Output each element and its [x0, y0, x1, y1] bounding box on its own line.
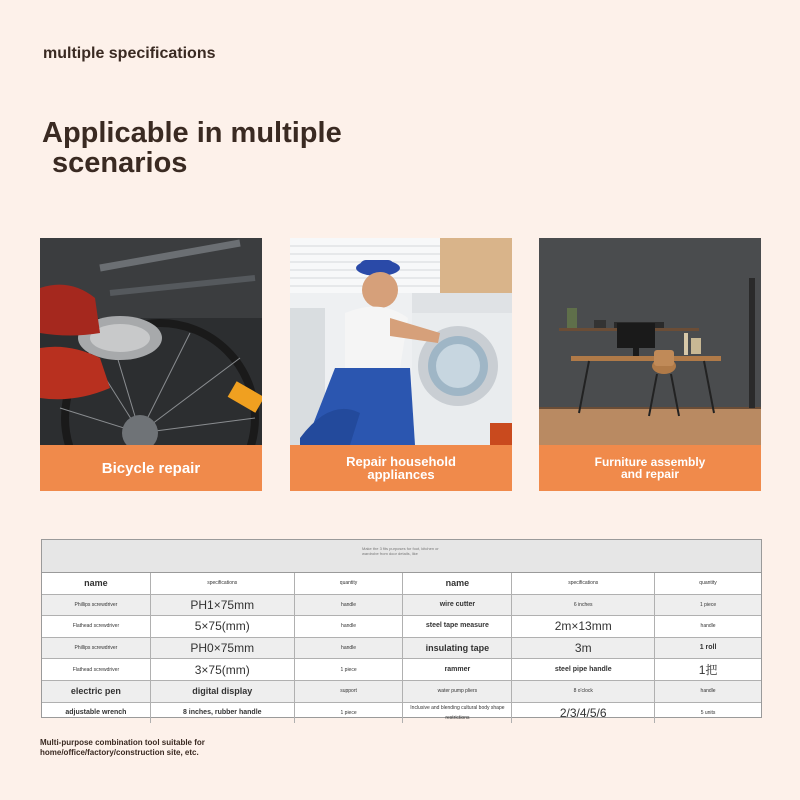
- bicycle-repair-photo: [40, 238, 262, 445]
- header-specifications: specifications: [512, 573, 655, 594]
- table-cell: 1把: [698, 662, 718, 677]
- table-cell: handle: [295, 595, 404, 616]
- table-row: [42, 703, 761, 724]
- table-cell: PH1×75mm: [151, 595, 295, 616]
- table-row: [42, 681, 761, 703]
- table-cell: electric pen: [42, 681, 151, 702]
- page-title: [42, 118, 342, 178]
- table-cell: 3m: [512, 638, 655, 659]
- appliance-repair-photo: [290, 238, 512, 445]
- table-cell: Phillips screwdriver: [42, 638, 151, 659]
- table-cell: 2m×13mm: [512, 616, 655, 637]
- table-cell: handle: [700, 623, 716, 630]
- table-cell: digital display: [151, 681, 295, 702]
- scenario-cards: [40, 238, 761, 491]
- table-cell: adjustable wrench: [42, 703, 151, 724]
- table-cell: 6 inches: [512, 595, 655, 616]
- table-cell: Inclusive and blending cultural body shape restrictions: [403, 703, 512, 724]
- table-cell: wire cutter: [403, 595, 512, 616]
- header-quantity: quantity: [699, 580, 717, 587]
- title-line-1: Applicable in multiple: [42, 117, 342, 149]
- table-cell: Phillips screwdriver: [42, 595, 151, 616]
- table-row: [42, 595, 761, 617]
- card-label-line-1: Repair household: [346, 454, 456, 469]
- furniture-assembly-photo: [539, 238, 761, 445]
- card-label-appliance-repair: [290, 445, 512, 491]
- table-cell: steel tape measure: [403, 616, 512, 637]
- card-label-line-2: and repair: [620, 467, 679, 481]
- table-cell: handle: [700, 688, 716, 695]
- card-label-bicycle-repair: Bicycle repair: [40, 445, 262, 491]
- card-bicycle-repair: [40, 238, 262, 491]
- footer-note: [40, 738, 205, 758]
- header-specifications: specifications: [151, 573, 295, 594]
- table-cell: handle: [295, 638, 404, 659]
- table-cell: Flathead screwdriver: [42, 659, 151, 680]
- table-cell: 5×75(mm): [151, 616, 295, 637]
- table-cell: 1 piece: [699, 601, 717, 608]
- table-cell: handle: [295, 616, 404, 637]
- table-cell: support: [295, 681, 404, 702]
- card-label-line-1: Furniture assembly: [594, 455, 706, 469]
- footer-line-1: Multi-purpose combination tool suitable for: [40, 738, 205, 747]
- table-cell: rammer: [403, 659, 512, 680]
- table-cell: steel pipe handle: [512, 659, 655, 680]
- subtitle: multiple specifications: [43, 45, 216, 62]
- table-header-row: [42, 573, 761, 595]
- table-cell: Flathead screwdriver: [42, 616, 151, 637]
- card-label-furniture-assembly: [539, 445, 761, 491]
- header-name: name: [403, 573, 512, 594]
- table-cell: 3×75(mm): [151, 659, 295, 680]
- table-cell: 8 inches, rubber handle: [151, 703, 295, 724]
- title-line-2: scenarios: [52, 147, 188, 179]
- table-cell: 8 o'clock: [512, 681, 655, 702]
- table-cell: water pump pliers: [403, 681, 512, 702]
- specification-table: [41, 539, 762, 721]
- table-cell: PH0×75mm: [151, 638, 295, 659]
- table-caption: [42, 540, 761, 573]
- table-cell: 5 units: [700, 709, 716, 716]
- card-appliance-repair: [290, 238, 512, 491]
- card-furniture-assembly: [539, 238, 761, 491]
- table-cell: 1 piece: [295, 703, 404, 724]
- header-quantity: quantity: [295, 573, 404, 594]
- table-note: Make the 3 fits purposes for foot, kitchen or wardrobe from door details, like: [362, 546, 439, 556]
- table-cell: 2/3/4/5/6: [512, 703, 655, 724]
- footer-line-2: home/office/factory/construction site, etc.: [40, 748, 199, 757]
- header-name: name: [42, 573, 151, 594]
- table-cell: 1 piece: [295, 659, 404, 680]
- table-row: [42, 616, 761, 638]
- table-cell: insulating tape: [403, 638, 512, 659]
- card-label-line-2: appliances: [367, 467, 435, 482]
- table-row: [42, 638, 761, 660]
- table-row: [42, 659, 761, 681]
- table-cell: 1 roll: [699, 644, 717, 652]
